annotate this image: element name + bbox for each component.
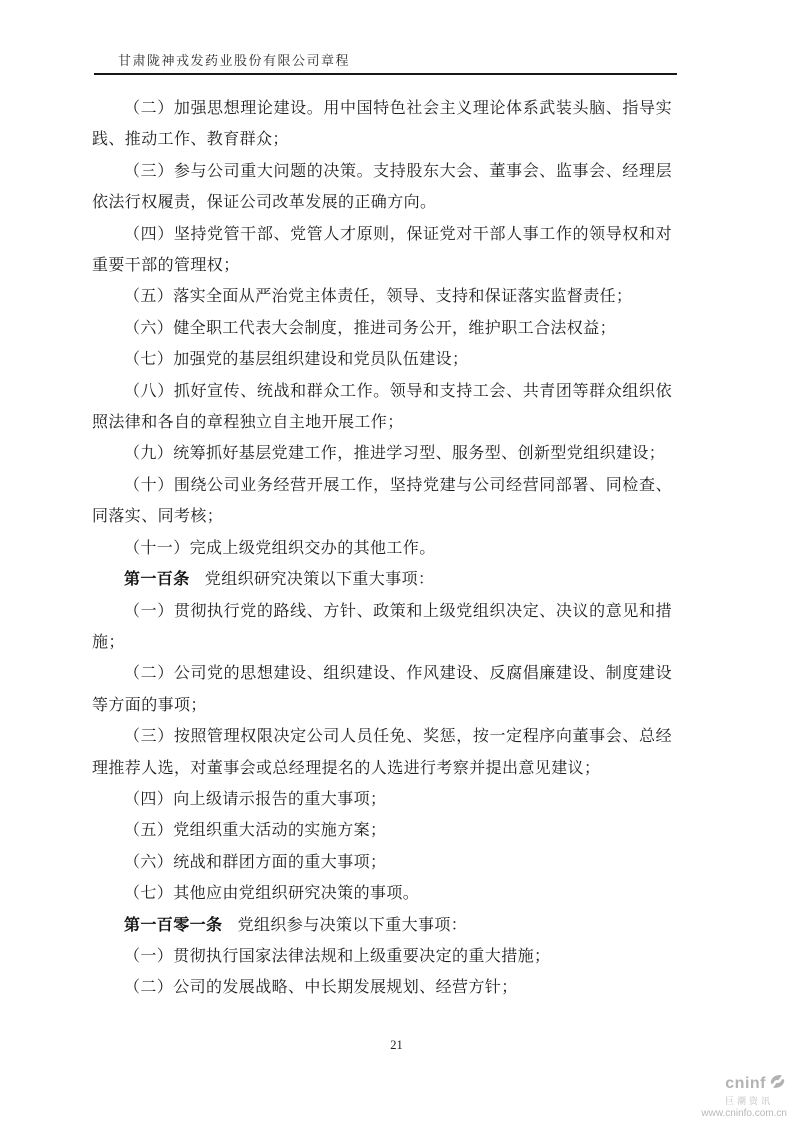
cninfo-watermark	[657, 1072, 787, 1119]
page-header	[94, 50, 677, 75]
paragraph-text: （六）健全职工代表大会制度，推进司务公开，维护职工合法权益；	[124, 319, 617, 337]
paragraph-text: （七）加强党的基层组织建设和党员队伍建设；	[124, 351, 469, 369]
article-heading	[92, 910, 672, 941]
article-heading	[92, 564, 672, 595]
article-number: 第一百条	[124, 571, 190, 589]
paragraph-text: （四）坚持党管干部、党管人才原则，保证党对干部人事工作的领导权和对重要干部的管理权；	[92, 225, 672, 275]
paragraph	[92, 281, 672, 312]
paragraph	[92, 972, 672, 1003]
watermark-brand-row	[657, 1072, 787, 1096]
paragraph-text: （二）公司的发展战略、中长期发展规划、经营方针；	[124, 979, 518, 997]
paragraph	[92, 878, 672, 909]
document-title: 甘肃陇神戎发药业股份有限公司章程	[118, 53, 351, 68]
paragraph	[92, 658, 672, 721]
paragraph	[92, 376, 672, 439]
paragraph	[92, 847, 672, 878]
paragraph-text: （五）落实全面从严治党主体责任，领导、支持和保证落实监督责任；	[124, 288, 633, 306]
paragraph	[92, 219, 672, 282]
paragraph	[92, 438, 672, 469]
paragraph	[92, 156, 672, 219]
cninfo-swirl-logo-icon	[768, 1072, 787, 1096]
paragraph	[92, 596, 672, 659]
paragraph	[92, 784, 672, 815]
article-number: 第一百零一条	[124, 916, 223, 934]
paragraph-text: （六）统战和群团方面的重大事项；	[124, 853, 387, 871]
paragraph	[92, 941, 672, 972]
paragraph-text: 党组织参与决策以下重大事项：	[237, 916, 468, 934]
watermark-cn-name: 巨潮资讯	[724, 1095, 773, 1106]
paragraph	[92, 721, 672, 784]
document-body	[92, 93, 672, 1004]
paragraph	[92, 815, 672, 846]
paragraph	[92, 93, 672, 156]
paragraph-text: （二）加强思想理论建设。用中国特色社会主义理论体系武装头脑、指导实践、推动工作、教育群众；	[92, 100, 672, 149]
watermark-url: www.cninfo.com.cn	[701, 1108, 787, 1120]
paragraph-text: （一）贯彻执行党的路线、方针、政策和上级党组织决定、决议的意见和措施；	[92, 602, 672, 651]
paragraph-text: （十一）完成上级党组织交办的其他工作。	[124, 539, 436, 557]
watermark-brand-text: cninf	[725, 1075, 766, 1092]
paragraph	[92, 470, 672, 533]
paragraph-text: （四）向上级请示报告的重大事项；	[124, 790, 387, 808]
paragraph-text: （九）统筹抓好基层党建工作，推进学习型、服务型、创新型党组织建设；	[124, 445, 666, 463]
paragraph-text: （一）贯彻执行国家法律法规和上级重要决定的重大措施；	[124, 947, 551, 965]
paragraph-text: （五）党组织重大活动的实施方案；	[124, 822, 387, 840]
page-number: 21	[390, 1038, 403, 1052]
paragraph-text: （十）围绕公司业务经营开展工作，坚持党建与公司经营同部署、同检查、同落实、同考核；	[92, 476, 672, 526]
paragraph	[92, 313, 672, 344]
paragraph-text: （七）其他应由党组织研究决策的事项。	[124, 885, 420, 903]
paragraph-text: 党组织研究决策以下重大事项：	[204, 571, 435, 589]
paragraph	[92, 533, 672, 564]
paragraph-text: （三）按照管理权限决定公司人员任免、奖惩，按一定程序向董事会、总经理推荐人选，对董事会或总经理提名的人选进行考察并提出意见建议；	[92, 728, 672, 777]
paragraph	[92, 344, 672, 375]
paragraph-text: （三）参与公司重大问题的决策。支持股东大会、董事会、监事会、经理层依法行权履责，保证公司改革发展的正确方向。	[92, 162, 672, 212]
paragraph-text: （八）抓好宣传、统战和群众工作。领导和支持工会、共青团等群众组织依照法律和各自的章程独立自主地开展工作；	[92, 382, 672, 432]
paragraph-text: （二）公司党的思想建设、组织建设、作风建设、反腐倡廉建设、制度建设等方面的事项；	[92, 665, 672, 714]
